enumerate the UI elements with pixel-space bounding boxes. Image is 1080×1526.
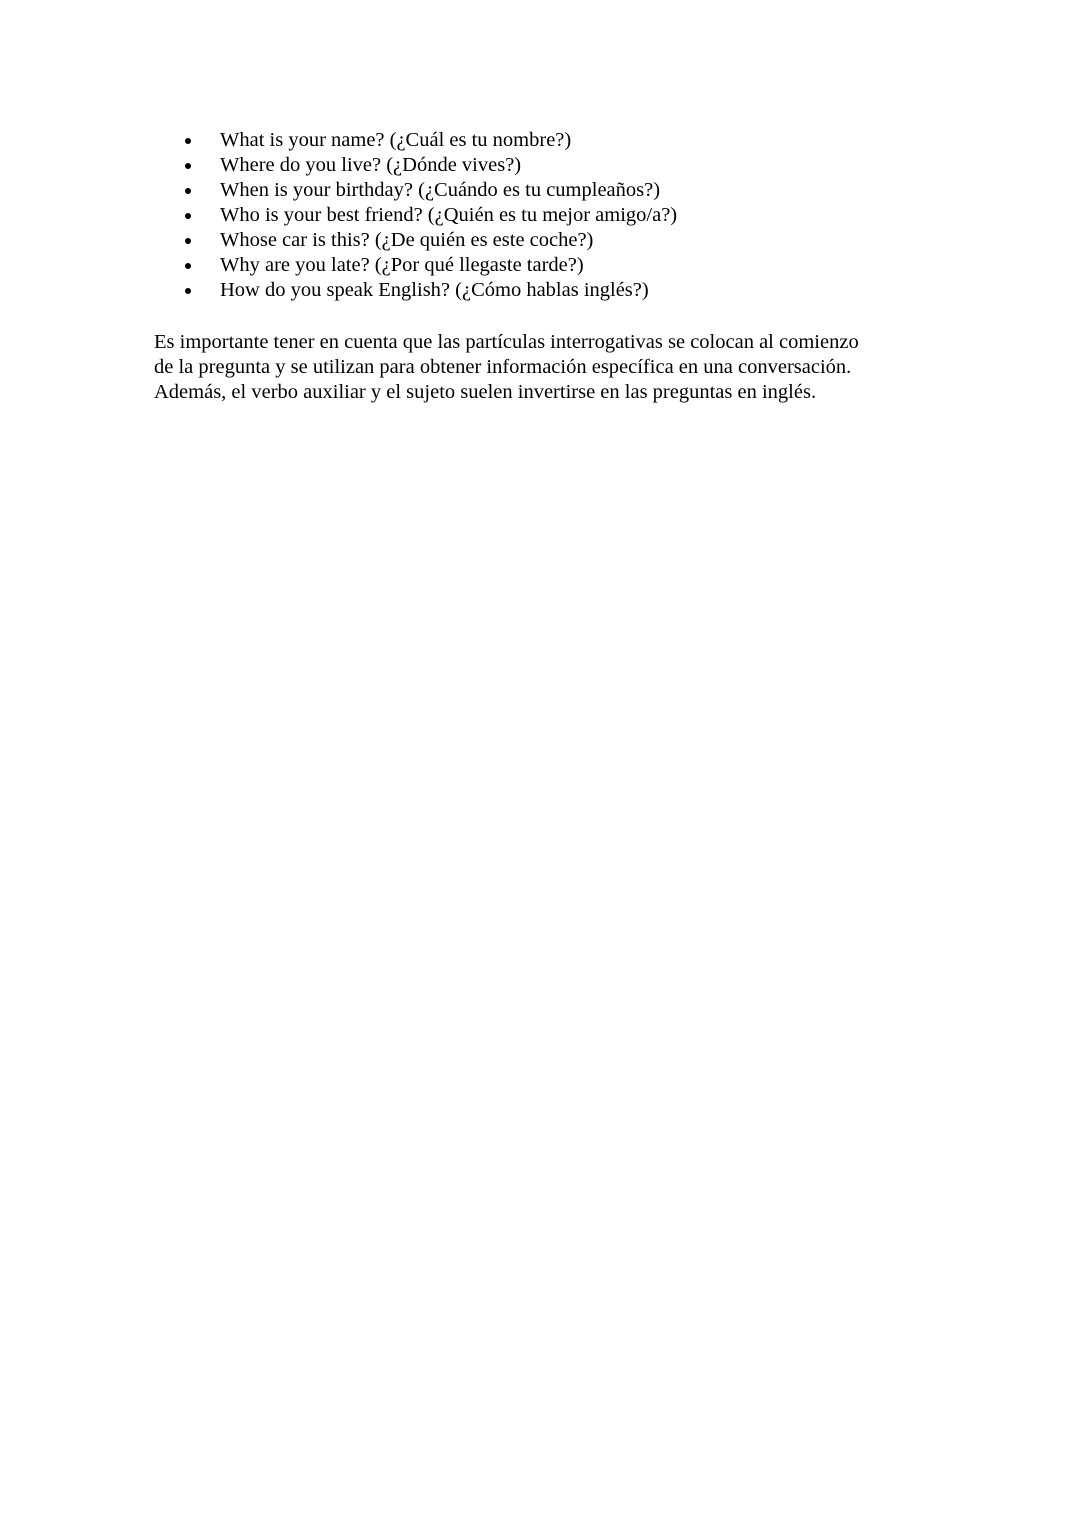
- paragraph-line: Es importante tener en cuenta que las partículas interrogativas se colocan al comienzo: [154, 331, 859, 353]
- bullet-icon: [185, 163, 191, 169]
- list-item-text: What is your name? (¿Cuál es tu nombre?): [220, 129, 572, 151]
- bullet-icon: [185, 263, 191, 269]
- paragraph-line: de la pregunta y se utilizan para obtener información específica en una conversación.: [154, 356, 852, 378]
- bullet-icon: [185, 238, 191, 244]
- list-item-text: Whose car is this? (¿De quién es este coche?): [220, 229, 594, 251]
- bullet-icon: [185, 288, 191, 294]
- list-item-text: When is your birthday? (¿Cuándo es tu cumpleaños?): [220, 179, 661, 201]
- bullet-icon: [185, 213, 191, 219]
- bullet-icon: [185, 138, 191, 144]
- explanation-paragraph: [154, 330, 859, 405]
- list-item-text: How do you speak English? (¿Cómo hablas inglés?): [220, 279, 649, 301]
- list-item-text: Why are you late? (¿Por qué llegaste tarde?): [220, 254, 584, 276]
- paragraph-line: Además, el verbo auxiliar y el sujeto suelen invertirse en las preguntas en inglés.: [154, 381, 817, 403]
- bullet-icon: [185, 188, 191, 194]
- list-item-text: Where do you live? (¿Dónde vives?): [220, 154, 522, 176]
- list-item-text: Who is your best friend? (¿Quién es tu mejor amigo/a?): [220, 204, 678, 226]
